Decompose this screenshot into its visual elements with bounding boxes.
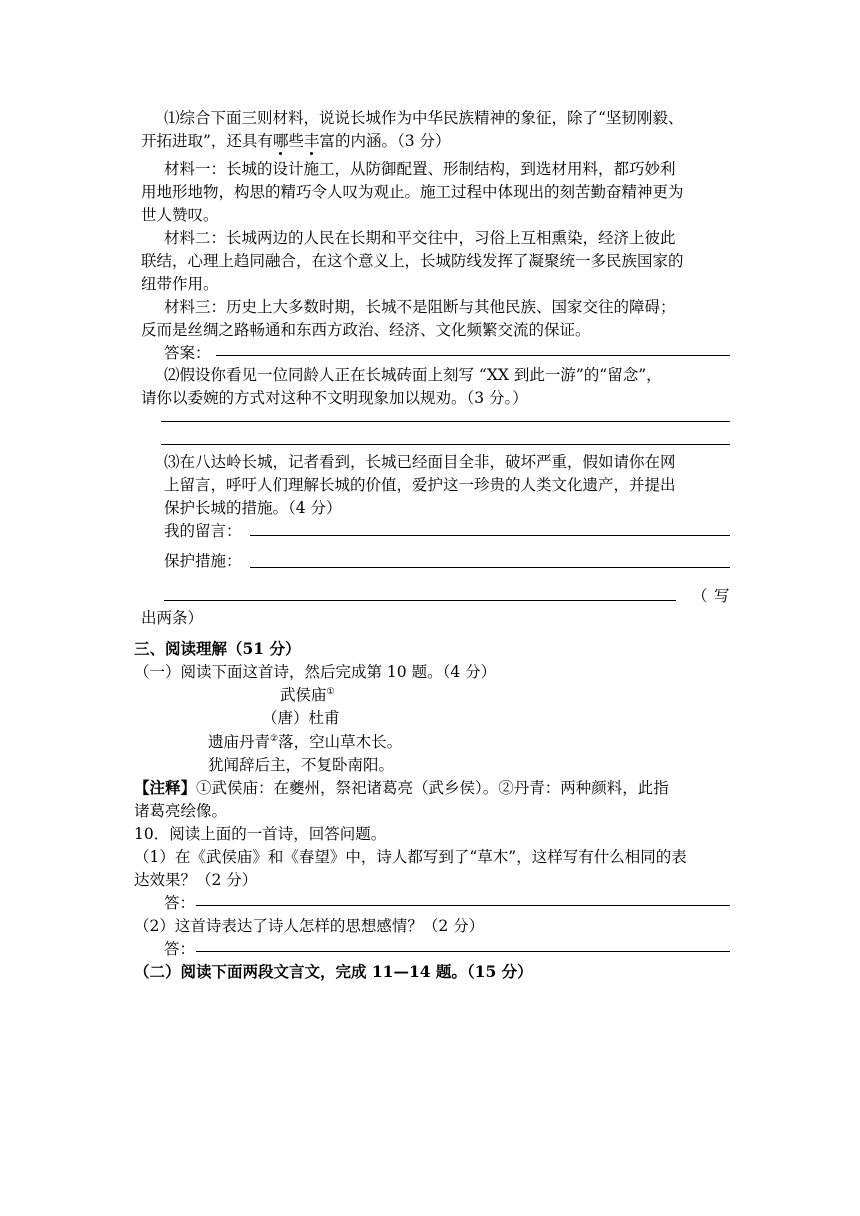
q1-answer-label: 答案： (164, 344, 211, 362)
part2-intro: （二）阅读下面两段文言文，完成 11—14 题。（15 分） (134, 962, 533, 981)
poem-line-1-note-ref: ② (270, 733, 279, 744)
q2-answer-line-2[interactable] (161, 444, 730, 445)
q3-measures-line-2[interactable] (164, 600, 676, 601)
q10-1-line1: （1）在《武侯庙》和《春望》中，诗人都写到了“草木”，这样写有什么相同的表 (134, 848, 687, 866)
notes-text-1: ①武侯庙：在夔州，祭祀诸葛亮（武乡侯）。②丹青：两种颜料，此指 (196, 779, 669, 797)
q3-message-label: 我的留言： (164, 522, 242, 540)
q3-line1: ⑶在八达岭长城，记者看到，长城已经面目全非，破坏严重，假如请你在网 (164, 453, 676, 471)
section3-heading: 三、阅读理解（51 分） (134, 639, 301, 658)
poem-title-note-ref: ① (326, 686, 335, 697)
q3-measures-line-1[interactable] (250, 567, 730, 568)
q1-emphasis-char-2: 丰 (303, 132, 320, 150)
material3-line1: 材料三：历史上大多数时期，长城不是阻断与其他民族、国家交往的障碍； (164, 298, 676, 316)
poem-title (280, 684, 335, 706)
q2-line2: 请你以委婉的方式对这种不文明现象加以规劝。（3 分。） (141, 389, 528, 407)
material1-line3: 世人赞叹。 (141, 206, 219, 224)
q10-1-line2: 达效果？（2 分） (134, 871, 258, 889)
material2-line2: 联结，心理上趋同融合，在这个意义上，长城防线发挥了凝聚统一多民族国家的 (141, 252, 684, 270)
q10-2-answer-line[interactable] (196, 951, 730, 952)
q1-prompt-line2 (141, 130, 451, 152)
material3-line2: 反而是丝绸之路畅通和东西方政治、经济、文化频繁交流的保证。 (141, 321, 591, 339)
q3-paren-open: （ (692, 587, 708, 605)
material1-line1: 材料一：长城的设计施工，从防御配置、形制结构，到选材用料，都巧妙利 (164, 160, 676, 178)
q10-title: 10．阅读上面的一首诗，回答问题。 (134, 825, 387, 843)
q1-prompt-mid: 些 (288, 132, 304, 150)
poem-line-1-start: 遗庙丹青 (208, 733, 271, 751)
poem-line-1 (208, 731, 402, 753)
poem-notes-line1 (134, 777, 669, 799)
q3-message-line[interactable] (250, 535, 730, 536)
poem-line-2: 犹闻辞后主，不复卧南阳。 (208, 756, 395, 774)
poem-title-text: 武侯庙 (280, 686, 327, 704)
material2-line3: 纽带作用。 (141, 275, 219, 293)
notes-label: 【注释】 (134, 778, 197, 797)
material1-line2: 用地形地物，构思的精巧令人叹为观止。施工过程中体现出的刻苦勤奋精神更为 (141, 183, 684, 201)
q3-measures-label: 保护措施： (164, 552, 242, 570)
q10-2-answer-label: 答： (164, 940, 196, 958)
part1-intro: （一）阅读下面这首诗，然后完成第 10 题。（4 分） (134, 663, 497, 681)
q2-answer-line-1[interactable] (161, 421, 730, 422)
q3-paren-char: 写 (714, 587, 730, 605)
q2-line1: ⑵假设你看见一位同龄人正在长城砖面上刻写 “XX 到此一游”的“留念”， (164, 366, 662, 384)
material2-line1: 材料二：长城两边的人民在长期和平交往中，习俗上互相熏染，经济上彼此 (164, 229, 676, 247)
q1-emphasis-char-1: 哪 (272, 132, 289, 150)
q10-1-answer-line[interactable] (196, 905, 730, 906)
poem-author: （唐）杜甫 (262, 709, 340, 727)
poem-notes-line2: 诸葛亮绘像。 (134, 802, 228, 820)
q10-2-question: （2）这首诗表达了诗人怎样的思想感情？（2 分） (134, 917, 485, 935)
q1-answer-line[interactable] (216, 355, 730, 356)
q3-line2: 上留言，呼吁人们理解长城的价值，爱护这一珍贵的人类文化遗产，并提出 (164, 476, 676, 494)
q3-note-end: 出两条） (141, 609, 204, 627)
q1-prompt-line1: ⑴综合下面三则材料，说说长城作为中华民族精神的象征，除了“坚韧刚毅、 (164, 109, 684, 127)
q3-line3: 保护长城的措施。（4 分） (164, 499, 342, 517)
q1-prompt-line2-end: 富的内涵。（3 分） (319, 132, 451, 150)
q1-prompt-line2-start: 开拓进取”，还具有 (141, 132, 273, 150)
q10-1-answer-label: 答： (164, 894, 196, 912)
poem-line-1-end: 落，空山草木长。 (278, 733, 403, 751)
